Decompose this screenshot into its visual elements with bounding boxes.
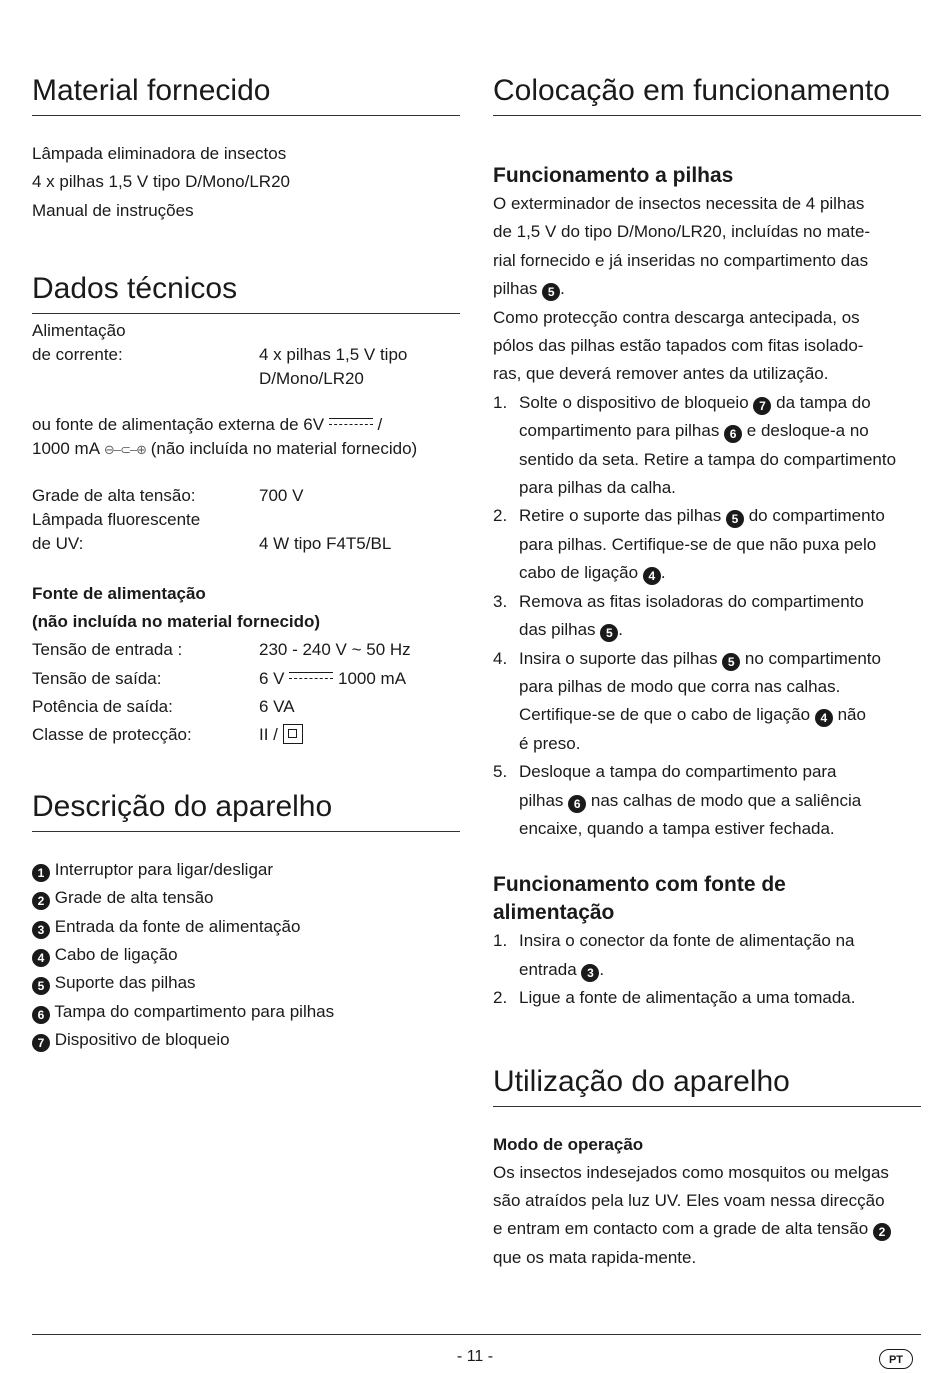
step-text: compartimento para pilhas bbox=[519, 421, 720, 441]
spec-key: de corrente: bbox=[32, 345, 123, 365]
step-text: Insira o suporte das pilhas bbox=[519, 648, 718, 668]
step-text: sentido da seta. Retire a tampa do compartimento bbox=[519, 449, 897, 469]
step-item: 2. Ligue a fonte de alimentação a uma tomada. bbox=[493, 984, 921, 1012]
spec-key: Alimentação bbox=[32, 321, 126, 341]
battery-steps bbox=[493, 389, 921, 844]
list-item-label: Grade de alta tensão bbox=[54, 888, 214, 908]
step-item: 3. Remova as fitas isoladoras do compartimento das pilhas 5 . bbox=[493, 591, 864, 641]
number-6-icon: 6 bbox=[32, 1006, 50, 1024]
description-list bbox=[32, 856, 460, 1055]
material-item: Manual de instruções bbox=[32, 200, 194, 220]
step-text: Desloque a tampa do compartimento para bbox=[519, 762, 837, 782]
spec-key: Lâmpada fluorescente bbox=[32, 510, 201, 530]
step-text: para pilhas. Certifique-se de que não puxa pelo bbox=[519, 534, 877, 554]
language-badge: PT bbox=[879, 1349, 913, 1369]
step-text: e desloque-a no bbox=[746, 421, 869, 441]
list-item-label: Cabo de ligação bbox=[54, 945, 178, 965]
psu-value: 230 - 240 V ~ 50 Hz bbox=[259, 640, 411, 660]
number-7-icon: 7 bbox=[753, 397, 771, 415]
list-item-label: Entrada da fonte de alimentação bbox=[54, 916, 301, 936]
paragraph-line: Os insectos indesejados como mosquitos ou melgas bbox=[493, 1162, 889, 1182]
step-text: Ligue a fonte de alimentação a uma tomada. bbox=[519, 988, 856, 1008]
spec-value: 700 V bbox=[259, 486, 304, 506]
number-5-icon: 5 bbox=[542, 283, 560, 301]
paragraph-text: e entram em contacto com a grade de alta tensão bbox=[493, 1219, 869, 1239]
psu-key: Potência de saída: bbox=[32, 697, 173, 717]
spec-text: (não incluída no material fornecido) bbox=[150, 439, 418, 459]
psu-value: 6 VA bbox=[259, 697, 295, 717]
paragraph-line: rial fornecido e já inseridas no compartimento das bbox=[493, 250, 869, 270]
paragraph-line: ras, que deverá remover antes da utilização. bbox=[493, 364, 829, 384]
number-6-icon: 6 bbox=[568, 795, 586, 813]
paragraph-line: Como protecção contra descarga antecipada, os bbox=[493, 307, 860, 327]
psu-key: Tensão de saída: bbox=[32, 668, 162, 688]
list-item bbox=[32, 884, 460, 912]
spec-value: 4 W tipo F4T5/BL bbox=[259, 534, 392, 554]
section-title-description: Descrição do aparelho bbox=[32, 788, 460, 832]
step-text: nas calhas de modo que a saliência bbox=[590, 790, 862, 810]
number-7-icon: 7 bbox=[32, 1034, 50, 1052]
step-item: 1. Insira o conector da fonte de alimentação na entrada 3 . bbox=[493, 931, 855, 980]
psu-row bbox=[32, 693, 460, 721]
paragraph-line bbox=[493, 1215, 921, 1243]
subheading-mode: Modo de operação bbox=[493, 1134, 644, 1154]
right-column bbox=[493, 72, 921, 1272]
psu-row bbox=[32, 636, 460, 664]
left-column bbox=[32, 72, 460, 1055]
psu-value: 1000 mA bbox=[338, 668, 407, 688]
list-item-label: Dispositivo de bloqueio bbox=[54, 1030, 230, 1050]
psu-row bbox=[32, 665, 460, 693]
spec-high-voltage bbox=[32, 484, 460, 508]
protection-class-ii-icon bbox=[283, 724, 303, 744]
step-text: Solte o dispositivo de bloqueio bbox=[519, 392, 749, 412]
list-item bbox=[32, 969, 460, 997]
spec-text: 1000 mA bbox=[32, 439, 100, 459]
step-text: Insira o conector da fonte de alimentação na bbox=[519, 931, 855, 951]
section-title-technical: Dados técnicos bbox=[32, 270, 460, 314]
subheading-psu: Funcionamento com fonte de bbox=[493, 873, 786, 897]
subheading-batteries: Funcionamento a pilhas bbox=[493, 164, 734, 187]
step-text: no compartimento bbox=[744, 648, 881, 668]
step-text: das pilhas bbox=[519, 620, 596, 640]
psu-key: Tensão de entrada : bbox=[32, 640, 183, 660]
step-text: é preso. bbox=[519, 733, 581, 753]
step-text: para pilhas da calha. bbox=[519, 478, 676, 498]
number-6-icon: 6 bbox=[724, 425, 742, 443]
spec-value: D/Mono/LR20 bbox=[259, 369, 364, 389]
list-item-label: Interruptor para ligar/desligar bbox=[54, 859, 274, 879]
step-text: do compartimento bbox=[748, 506, 885, 526]
step-text: pilhas bbox=[519, 790, 564, 810]
step-text: para pilhas de modo que corra nas calhas. bbox=[519, 676, 841, 696]
number-4-icon: 4 bbox=[643, 567, 661, 585]
step-item: 5. Desloque a tampa do compartimento para pilhas 6 nas calhas de modo que a saliência encaixe, quando a tampa estiver fechada. bbox=[493, 762, 862, 838]
spec-text: / bbox=[377, 415, 383, 435]
list-item bbox=[32, 998, 460, 1026]
number-4-icon: 4 bbox=[815, 709, 833, 727]
paragraph-line: pilhas 5 . bbox=[493, 279, 565, 300]
step-item: 1. Solte o dispositivo de bloqueio 7 da tampa do compartimento para pilhas 6 e desloque-a no sentido da seta. Retire a tampa do compartimento para pilhas da calha. bbox=[493, 392, 897, 498]
paragraph-line: são atraídos pela luz UV. Eles voam nessa direcção bbox=[493, 1190, 885, 1210]
psu-value: II / bbox=[259, 725, 278, 745]
paragraph-text: pilhas bbox=[493, 279, 538, 299]
polarity-symbol-icon: ⊖–⊂–⊕ bbox=[103, 442, 146, 458]
dc-symbol-icon bbox=[289, 672, 333, 683]
spec-supply bbox=[32, 319, 460, 391]
number-3-icon: 3 bbox=[32, 921, 50, 939]
paragraph-line: de 1,5 V do tipo D/Mono/LR20, incluídas no mate- bbox=[493, 222, 871, 242]
step-text: encaixe, quando a tampa estiver fechada. bbox=[519, 818, 835, 838]
number-5-icon: 5 bbox=[726, 510, 744, 528]
list-item-label: Tampa do compartimento para pilhas bbox=[54, 1001, 335, 1021]
section-title-usage: Utilização do aparelho bbox=[493, 1063, 921, 1107]
number-3-icon: 3 bbox=[581, 964, 599, 982]
step-text: Remova as fitas isoladoras do compartimento bbox=[519, 591, 864, 611]
dc-symbol-icon bbox=[329, 418, 373, 429]
number-5-icon: 5 bbox=[32, 977, 50, 995]
list-item bbox=[32, 941, 460, 969]
section-title-startup: Colocação em funcionamento bbox=[493, 72, 921, 116]
page-number: - 11 - bbox=[456, 1348, 494, 1365]
psu-key: Classe de protecção: bbox=[32, 725, 192, 745]
list-item bbox=[32, 913, 460, 941]
number-5-icon: 5 bbox=[722, 653, 740, 671]
spec-uv-lamp bbox=[32, 508, 460, 556]
spec-key: Grade de alta tensão: bbox=[32, 486, 196, 506]
step-item: 4. Insira o suporte das pilhas 5 no compartimento para pilhas de modo que corra nas calhas. Certifique-se de que o cabo de ligação 4 não é preso. bbox=[493, 648, 881, 753]
psu-heading: Fonte de alimentação bbox=[32, 584, 206, 604]
psu-heading: (não incluída no material fornecido) bbox=[32, 612, 321, 632]
subheading-psu: alimentação bbox=[493, 901, 615, 925]
spec-text: ou fonte de alimentação externa de 6V bbox=[32, 415, 325, 435]
psu-steps bbox=[493, 927, 921, 1012]
spec-external-supply bbox=[32, 413, 460, 462]
number-5-icon: 5 bbox=[600, 624, 618, 642]
material-item: Lâmpada eliminadora de insectos bbox=[32, 144, 287, 163]
psu-value: 6 V bbox=[259, 668, 285, 688]
number-1-icon: 1 bbox=[32, 864, 50, 882]
spec-value: 4 x pilhas 1,5 V tipo bbox=[259, 345, 408, 365]
list-item bbox=[32, 1026, 460, 1054]
section-title-material: Material fornecido bbox=[32, 72, 460, 116]
list-item bbox=[32, 856, 460, 884]
spec-key: de UV: bbox=[32, 534, 84, 554]
list-item-label: Suporte das pilhas bbox=[54, 973, 196, 993]
number-2-icon: 2 bbox=[873, 1223, 891, 1241]
step-item: 2. Retire o suporte das pilhas 5 do compartimento para pilhas. Certifique-se de que não puxa pelo cabo de ligação 4 . bbox=[493, 506, 885, 584]
material-item: 4 x pilhas 1,5 V tipo D/Mono/LR20 bbox=[32, 172, 290, 192]
footer-divider bbox=[32, 1334, 921, 1335]
step-text: entrada bbox=[519, 959, 577, 979]
step-text: da tampa do bbox=[776, 392, 871, 412]
paragraph-line: O exterminador de insectos necessita de 4 pilhas bbox=[493, 194, 865, 213]
step-text: Certifique-se de que o cabo de ligação bbox=[519, 705, 811, 725]
number-2-icon: 2 bbox=[32, 892, 50, 910]
psu-row bbox=[32, 721, 460, 749]
step-text: não bbox=[837, 705, 866, 725]
number-4-icon: 4 bbox=[32, 949, 50, 967]
paragraph-line: que os mata rapida-mente. bbox=[493, 1247, 697, 1267]
paragraph-line: pólos das pilhas estão tapados com fitas isolado- bbox=[493, 336, 864, 356]
step-text: Retire o suporte das pilhas bbox=[519, 506, 722, 526]
step-text: cabo de ligação bbox=[519, 563, 639, 583]
